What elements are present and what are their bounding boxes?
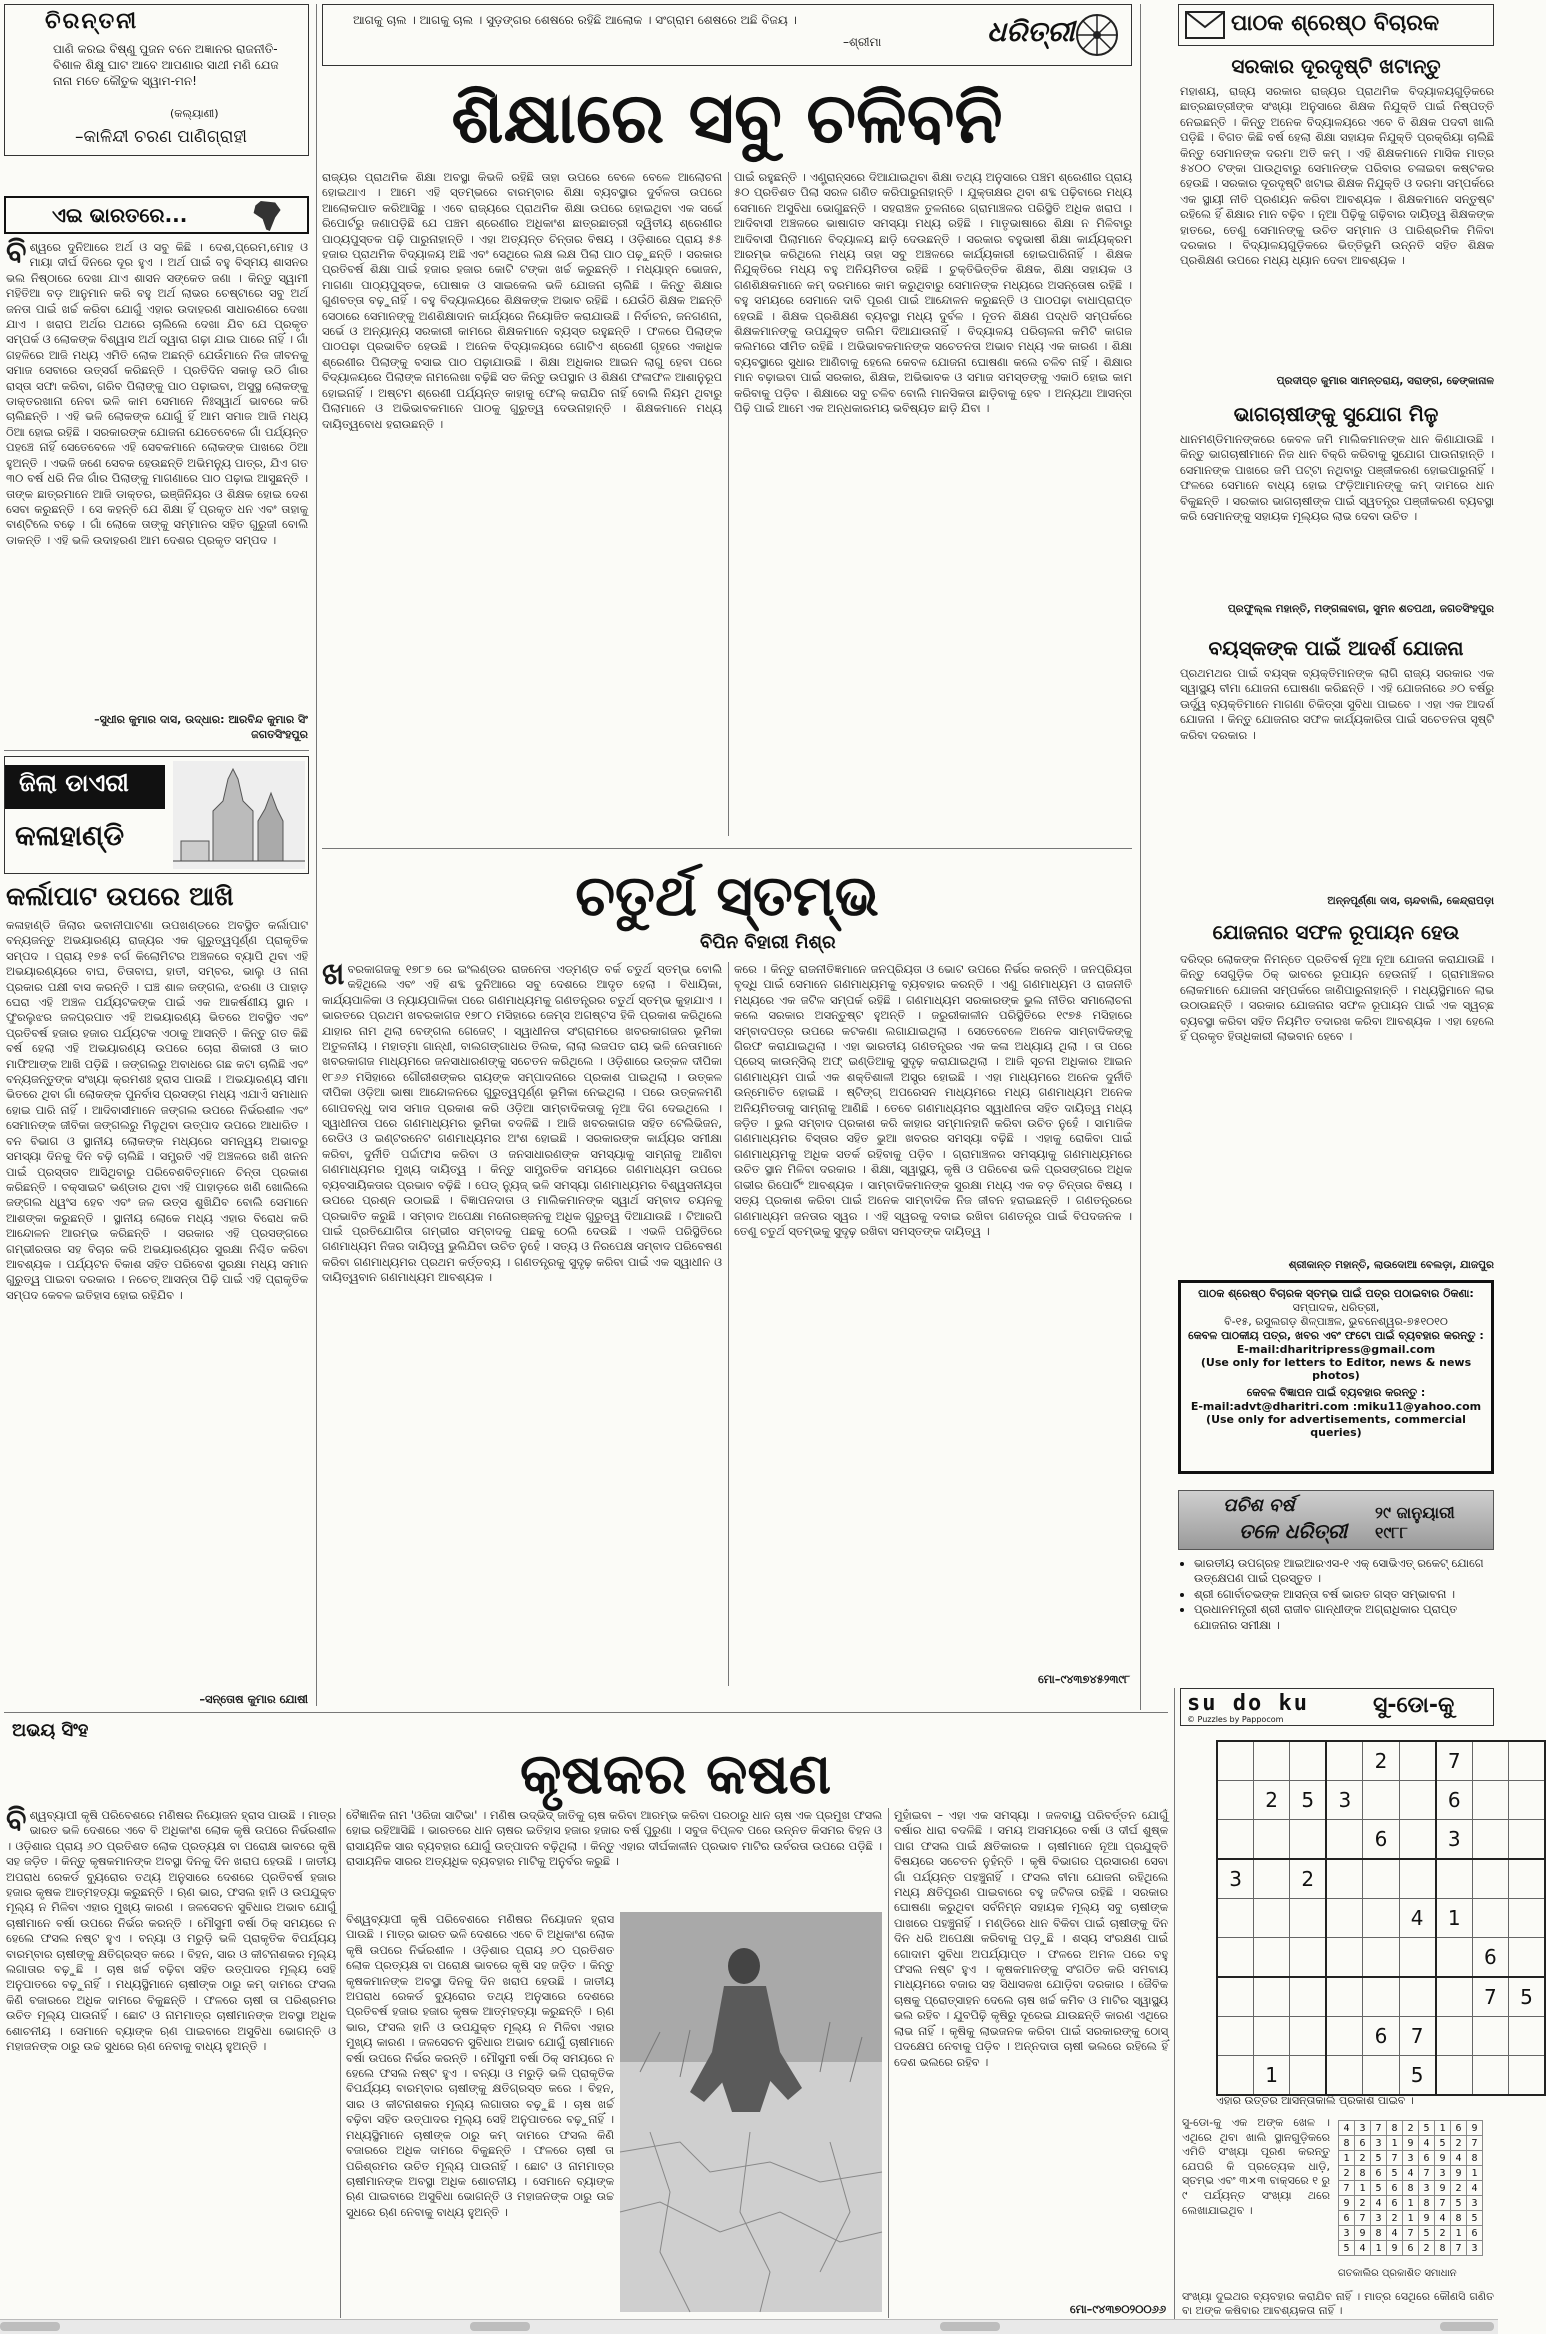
solution-cell: 6 <box>1371 2166 1387 2181</box>
solution-cell: 3 <box>1371 2211 1387 2226</box>
solution-cell: 5 <box>1419 2121 1435 2136</box>
farmer-photo <box>620 1912 882 2312</box>
fourth-pillar-col1: ଖବରକାଗଜକୁ ୧୭୮୭ ରେ ଇଂଲଣ୍ଡର ରାଜନେତା ଏଡ୍‌ମଣ୍ଡ ବର୍କ ଚତୁର୍ଥ ସ୍ତମ୍ଭ ବୋଲି କହିଥିଲେ ଏବଂ ଏହି ଶବ୍ଦ ଦୁନିଆରେ ସବୁ ଦେଶରେ ଆଦୃତ ହେଲା । ବିଧାୟିକା, କାର୍ଯ୍ୟପାଳିକା ଓ ନ୍ୟାୟପାଳିକା ପରେ ଗଣମାଧ୍ୟମକୁ ଗଣତନ୍ତ୍ରର ଚତୁର୍ଥ ସ୍ତମ୍ଭ କୁହାଯାଏ । ଭାରତରେ ପ୍ରଥମ ଖବରକାଗଜ ୧୭୮୦ ମସିହାରେ ଜେମ୍ସ ଅଗଷ୍ଟସ ହିକି ପ୍ରକାଶ କରିଥିଲେ ଯାହାର ନାମ ଥିଲା ବେଙ୍ଗଲ ଗେଜେଟ୍ । ସ୍ୱାଧୀନତା ସଂଗ୍ରାମରେ ଖବରକାଗଜର ଭୂମିକା ଅତୁଳନୀୟ । ମହାତ୍ମା ଗାନ୍ଧୀ, ବାଲଗଙ୍ଗାଧର ତିଲକ, ଲାଲା ଲଜପତ ରାୟ ଭଳି ନେତାମାନେ ଖବରକାଗଜ ମାଧ୍ୟମରେ ଜନସାଧାରଣଙ୍କୁ ସଚେତନ କରିଥିଲେ । ଓଡ଼ିଶାରେ ଉତ୍କଳ ଦୀପିକା ୧୮୬୬ ମସିହାରେ ଗୌରୀଶଙ୍କର ରାୟଙ୍କ ସମ୍ପାଦନାରେ ପ୍ରକାଶ ପାଇଥିଲା । ଉତ୍କଳ ଦୀପିକା ଓଡ଼ିଆ ଭାଷା ଆନ୍ଦୋଳନରେ ଗୁରୁତ୍ୱପୂର୍ଣ୍ଣ ଭୂମିକା ନେଇଥିଲା । ପରେ ଉତ୍କଳମଣି ଗୋପବନ୍ଧୁ ଦାସ ସମାଜ ପ୍ରକାଶ କରି ଓଡ଼ିଆ ସାମ୍ବାଦିକତାକୁ ନୂଆ ଦିଗ ଦେଇଥିଲେ । ସ୍ୱାଧୀନତା ପରେ ଗଣମାଧ୍ୟମର ଭୂମିକା ବଦଳିଛି । ଆଜି ଖବରକାଗଜ ସହିତ ଟେଲିଭିଜନ, ରେଡିଓ ଓ ଇଣ୍ଟରନେଟ ଗଣମାଧ୍ୟମର ଅଂଶ ହୋଇଛି । ସରକାରଙ୍କ କାର୍ଯ୍ୟର ସମୀକ୍ଷା କରିବା, ଦୁର୍ନୀତି ପର୍ଦ୍ଦାଫାସ କରିବା ଓ ଜନସାଧାରଣଙ୍କ ସମସ୍ୟାକୁ ସାମ୍ନାକୁ ଆଣିବା ଗଣମାଧ୍ୟମର ମୁଖ୍ୟ ଦାୟିତ୍ୱ । କିନ୍ତୁ ସାମ୍ପ୍ରତିକ ସମୟରେ ଗଣମାଧ୍ୟମ ଉପରେ ବ୍ୟବସାୟିକତାର ପ୍ରଭାବ ବଢ଼ିଛି । ପେଡ୍ ନ୍ୟୁଜ୍ ଭଳି ସମସ୍ୟା ଗଣମାଧ୍ୟମର ବିଶ୍ୱସନୀୟତା ଉପରେ ପ୍ରଶ୍ନ ଉଠାଇଛି । ବିଜ୍ଞାପନଦାତା ଓ ମାଲିକମାନଙ୍କ ସ୍ୱାର୍ଥ ସମ୍ବାଦ ଚୟନକୁ ପ୍ରଭାବିତ କରୁଛି । ସମ୍ବାଦ ଅପେକ୍ଷା ମନୋରଞ୍ଜନକୁ ଅଧିକ ଗୁରୁତ୍ୱ ଦିଆଯାଉଛି । ଟିଆରପି ପାଇଁ ପ୍ରତିଯୋଗିତା ଗମ୍ଭୀର ସମ୍ବାଦକୁ ପଛକୁ ଠେଲି ଦେଉଛି । ଏଭଳି ପରିସ୍ଥିତିରେ ଗଣମାଧ୍ୟମ ନିଜର ଦାୟିତ୍ୱ ଭୁଲିଯିବା ଉଚିତ ନୁହେଁ । ସତ୍ୟ ଓ ନିରପେକ୍ଷ ସମ୍ବାଦ ପରିବେଷଣ କରିବା ଗଣମାଧ୍ୟମର ପ୍ରଥମ କର୍ତ୍ତବ୍ୟ । ଗଣତନ୍ତ୍ରକୁ ସୁଦୃଢ଼ କରିବା ପାଇଁ ଏକ ସ୍ୱାଧୀନ ଓ ଦାୟିତ୍ୱବାନ ଗଣମାଧ୍ୟମ ଆବଶ୍ୟକ । <box>322 957 722 1285</box>
sudoku-cell[interactable] <box>1472 1859 1508 1899</box>
solution-cell: 7 <box>1467 2136 1483 2151</box>
solution-cell: 1 <box>1387 2136 1403 2151</box>
sudoku-cell[interactable] <box>1326 1938 1363 1978</box>
solution-cell: 2 <box>1419 2241 1435 2256</box>
sudoku-cell[interactable] <box>1472 2056 1508 2096</box>
sudoku-cell[interactable] <box>1399 1938 1436 1978</box>
archive-list <box>1178 1556 1494 1676</box>
contact-address: ବି-୧୫, ରସୁଲଗଡ଼ ଶିଳ୍ପାଞ୍ଚଳ, ଭୁବନେଶ୍ୱର-୭୫୧୦୧୦ <box>1224 1315 1448 1328</box>
sudoku-instructions: ସୁ-ଡୋ-କୁ ଏକ ଅଙ୍କ ଖେଳ । ଏଥିରେ ଥିବା ଖାଲି ସ୍ଥାନଗୁଡ଼ିକରେ ଏମିତି ସଂଖ୍ୟା ପୂରଣ କରନ୍ତୁ ଯେପରି କି ପ୍ରତ୍ୟେକ ଧାଡ଼ି, ସ୍ତମ୍ଭ ଏବଂ ୩×୩ ବାକ୍ସରେ ୧ ରୁ ୯ ପର୍ଯ୍ୟନ୍ତ ସଂଖ୍ୟା ଥରେ ଲେଖାଯାଇଥିବ । <box>1182 2116 1330 2217</box>
solution-cell: 5 <box>1371 2181 1387 2196</box>
temple-illustration <box>173 761 305 869</box>
solution-cell: 9 <box>1403 2136 1419 2151</box>
fourth-pillar-headline: ଚତୁର୍ଥ ସ୍ତମ୍ଭ <box>575 864 879 929</box>
sudoku-cell: 3 <box>1217 1859 1254 1899</box>
sudoku-cell[interactable] <box>1472 1741 1508 1781</box>
masthead-quote-author: –ଶ୍ରୀମା <box>843 35 882 49</box>
solution-cell: 2 <box>1451 2181 1467 2196</box>
sudoku-cell: 6 <box>1472 1938 1508 1978</box>
zilla-diary-box <box>4 756 309 874</box>
karlapat-text: କଳାହାଣ୍ଡି ଜିଲାର ଭବାନୀପାଟଣା ଉପଖଣ୍ଡରେ ଅବସ୍ଥିତ କର୍ଲାପାଟ ବନ୍ୟଜନ୍ତୁ ଅଭୟାରଣ୍ୟ ରାଜ୍ୟର ଏକ ଗୁରୁତ୍ୱପୂର୍ଣ୍ଣ ପ୍ରାକୃତିକ ସମ୍ପଦ । ପ୍ରାୟ ୧୭୫ ବର୍ଗ କିଲୋମିଟର ଅଞ୍ଚଳରେ ବ୍ୟାପି ଥିବା ଏହି ଅଭୟାରଣ୍ୟରେ ବାଘ, ଚିତାବାଘ, ହାତୀ, ସମ୍ବର, ଭାଲୁ ଓ ନାନା ପ୍ରକାର ପକ୍ଷୀ ବାସ କରନ୍ତି । ଘଞ୍ଚ ଶାଳ ଜଙ୍ଗଲ, ଝରଣା ଓ ପାହାଡ଼ ଘେରା ଏହି ଅଞ୍ଚଳ ପର୍ଯ୍ୟଟକଙ୍କ ପାଇଁ ଏକ ଆକର୍ଷଣୀୟ ସ୍ଥାନ । ଫୁରଲୁଝର ଜଳପ୍ରପାତ ଏହି ଅଭୟାରଣ୍ୟ ଭିତରେ ଅବସ୍ଥିତ ଏବଂ ପ୍ରତିବର୍ଷ ହଜାର ହଜାର ପର୍ଯ୍ୟଟକ ଏଠାକୁ ଆସନ୍ତି । କିନ୍ତୁ ଗତ କିଛି ବର୍ଷ ହେଲା ଏହି ଅଭୟାରଣ୍ୟ ଉପରେ ଚୋରା ଶିକାରୀ ଓ କାଠ ମାଫିଆଙ୍କ ଆଖି ପଡ଼ିଛି । ଜଙ୍ଗଲରୁ ଅବାଧରେ ଗଛ କଟା ଚାଲିଛି ଏବଂ ବନ୍ୟଜନ୍ତୁଙ୍କ ସଂଖ୍ୟା କ୍ରମଶଃ ହ୍ରାସ ପାଉଛି । ଅଭୟାରଣ୍ୟ ସୀମା ଭିତରେ ଥିବା ଗାଁ ଲୋକଙ୍କ ପୁନର୍ବାସ ପ୍ରସଙ୍ଗ ମଧ୍ୟ ଏଯାଏଁ ସମାଧାନ ହୋଇ ପାରି ନାହିଁ । ଆଦିବାସୀମାନେ ଜଙ୍ଗଲ ଉପରେ ନିର୍ଭରଶୀଳ ଏବଂ ସେମାନଙ୍କ ଜୀବିକା ଜଙ୍ଗଲରୁ ମିଳୁଥିବା ଉତ୍ପାଦ ଉପରେ ଆଧାରିତ । ବନ ବିଭାଗ ଓ ସ୍ଥାନୀୟ ଲୋକଙ୍କ ମଧ୍ୟରେ ସମନ୍ୱୟ ଅଭାବରୁ ସମସ୍ୟା ଦିନକୁ ଦିନ ବଢ଼ି ଚାଲିଛି । ସମ୍ପ୍ରତି ଏହି ଅଞ୍ଚଳରେ ଖଣି ଖନନ ପାଇଁ ପ୍ରସ୍ତାବ ଆସିଥିବାରୁ ପରିବେଶବିତ୍‌ମାନେ ଚିନ୍ତା ପ୍ରକାଶ କରିଛନ୍ତି । ବକ୍ସାଇଟ ଭଣ୍ଡାର ଥିବା ଏହି ପାହାଡ଼ରେ ଖଣି ଖୋଲିଲେ ଜଙ୍ଗଲ ଧ୍ୱଂସ ହେବ ଏବଂ ଜଳ ଉତ୍ସ ଶୁଖିଯିବ ବୋଲି ସେମାନେ ଆଶଙ୍କା କରୁଛନ୍ତି । ସ୍ଥାନୀୟ ଲୋକେ ମଧ୍ୟ ଏହାର ବିରୋଧ କରି ଆନ୍ଦୋଳନ ଆରମ୍ଭ କରିଛନ୍ତି । ସରକାର ଏହି ପ୍ରସଙ୍ଗରେ ଗମ୍ଭୀରତାର ସହ ବିଚାର କରି ଅଭୟାରଣ୍ୟର ସୁରକ୍ଷା ନିଶ୍ଚିତ କରିବା ଆବଶ୍ୟକ । ପର୍ଯ୍ୟଟନ ବିକାଶ ସହିତ ପରିବେଶ ସୁରକ୍ଷା ମଧ୍ୟ ସମାନ ଗୁରୁତ୍ୱ ପାଇବା ଦରକାର । ନଚେତ୍ ଆସନ୍ତା ପିଢ଼ି ପାଇଁ ଏହି ପ୍ରାକୃତିକ ସମ୍ପଦ କେବଳ ଇତିହାସ ହୋଇ ରହିଯିବ । <box>6 918 308 1302</box>
sudoku-cell[interactable] <box>1326 1859 1363 1899</box>
solution-cell: 8 <box>1403 2181 1419 2196</box>
solution-cell: 4 <box>1403 2166 1419 2181</box>
sudoku-cell: 2 <box>1290 1859 1327 1899</box>
sudoku-cell: 5 <box>1508 1977 1545 2017</box>
solution-cell: 6 <box>1387 2196 1403 2211</box>
chirantani-source: (କଲ୍ୟାଣୀ) <box>170 107 219 120</box>
solution-cell: 3 <box>1435 2166 1451 2181</box>
paper-logo: ଧରିତ୍ରୀ <box>987 15 1075 48</box>
solution-cell: 1 <box>1403 2196 1419 2211</box>
sudoku-cell: 5 <box>1290 1781 1327 1820</box>
solution-cell: 8 <box>1419 2196 1435 2211</box>
sudoku-cell[interactable] <box>1363 1938 1399 1978</box>
solution-cell: 3 <box>1403 2151 1419 2166</box>
sudoku-cell[interactable] <box>1254 1899 1290 1938</box>
contact-name: ସମ୍ପାଦକ, ଧରିତ୍ରୀ, <box>1292 1301 1380 1314</box>
sudoku-cell: 2 <box>1254 1781 1290 1820</box>
sudoku-solution <box>1338 2120 1494 2260</box>
contact-intro: ପାଠକ ଶ୍ରେଷ୍ଠ ବିଚାରକ ସ୍ତମ୍ଭ ପାଇଁ ପତ୍ର ପଠାଇବାର ଠିକଣା: <box>1198 1287 1474 1300</box>
sudoku-cell[interactable] <box>1508 2056 1545 2096</box>
letters-header <box>1178 4 1494 46</box>
masthead-quote-box <box>322 4 1132 66</box>
sudoku-cell[interactable] <box>1217 1899 1254 1938</box>
sudoku-cell[interactable] <box>1217 2056 1254 2096</box>
letters-contact-box <box>1178 1280 1494 1474</box>
sudoku-cell[interactable] <box>1217 1741 1254 1781</box>
solution-cell: 9 <box>1419 2211 1435 2226</box>
sudoku-cell[interactable] <box>1254 1859 1290 1899</box>
solution-cell: 5 <box>1371 2151 1387 2166</box>
scrollbar-thumb-left[interactable] <box>0 2322 60 2331</box>
feature-col2-top: ବୈଜ୍ଞାନିକ ନାମ 'ଓରିଜା ସାଟିଭା' । ମଣିଷ ଉଦ୍ଭିଦ୍ ଜାତିକୁ ଚାଷ କରିବା ଆରମ୍ଭ କରିବା ପରଠାରୁ ଧାନ ଚାଷ ଏକ ପ୍ରମୁଖ ଫସଲ ହୋଇ ରହିଆସିଛି । ଭାରତରେ ଧାନ ଚାଷର ଇତିହାସ ହଜାର ହଜାର ବର୍ଷ ପୁରୁଣା । ସବୁଜ ବିପ୍ଳବ ପରେ ଉନ୍ନତ କିସମର ବିହନ ଓ ରାସାୟନିକ ସାର ବ୍ୟବହାର ଯୋଗୁଁ ଉତ୍ପାଦନ ବଢ଼ିଥିଲା । କିନ୍ତୁ ଏହାର ଦୀର୍ଘକାଳୀନ ପ୍ରଭାବ ମାଟିର ଉର୍ବରତା ଉପରେ ପଡ଼ିଛି । ରାସାୟନିକ ସାରର ଅତ୍ୟଧିକ ବ୍ୟବହାର ମାଟିକୁ ଅନୁର୍ବର କରୁଛି । <box>346 1808 882 1869</box>
solution-cell: 4 <box>1371 2196 1387 2211</box>
letter-4-sign: ଶ୍ରୀକାନ୍ତ ମହାନ୍ତି, ଲାଉଦୋଆ ବେଲଡ଼ା, ଯାଜପୁର <box>1288 1259 1494 1271</box>
feature-byline: ଅଭୟ ସିଂହ <box>12 1720 89 1741</box>
fourth-pillar-col2: କରେ । କିନ୍ତୁ ରାଜନୀତିଜ୍ଞମାନେ ଜନପ୍ରିୟତା ଓ ଭୋଟ ଉପରେ ନିର୍ଭର କରନ୍ତି । ଜନପ୍ରିୟତା ବୃଦ୍ଧି ପାଇଁ ସେମାନେ ଗଣମାଧ୍ୟମକୁ ବ୍ୟବହାର କରନ୍ତି । ଏଣୁ ଗଣମାଧ୍ୟମ ଓ ରାଜନୀତି ମଧ୍ୟରେ ଏକ ଜଟିଳ ସମ୍ପର୍କ ରହିଛି । ଗଣମାଧ୍ୟମ ସରକାରଙ୍କ ଭୁଲ ନୀତିର ସମାଲୋଚନା କଲେ ସରକାର ଅସନ୍ତୁଷ୍ଟ ହୁଅନ୍ତି । ଜରୁରୀକାଳୀନ ପରିସ୍ଥିତିରେ ୧୯୭୫ ମସିହାରେ ସମ୍ବାଦପତ୍ର ଉପରେ କଟକଣା ଲଗାଯାଇଥିଲା । ସେତେବେଳେ ଅନେକ ସାମ୍ବାଦିକଙ୍କୁ ଗିରଫ କରାଯାଇଥିଲା । ଏହା ଭାରତୀୟ ଗଣତନ୍ତ୍ରର ଏକ କଳା ଅଧ୍ୟାୟ ଥିଲା । ତା ପରେ ପ୍ରେସ୍ କାଉନ୍‌ସିଲ୍ ଅଫ୍ ଇଣ୍ଡିଆକୁ ସୁଦୃଢ଼ କରାଯାଇଥିଲା । ଆଜି ସୂଚନା ଅଧିକାର ଆଇନ ଗଣମାଧ୍ୟମ ପାଇଁ ଏକ ଶକ୍ତିଶାଳୀ ଅସ୍ତ୍ର ହୋଇଛି । ଏହା ମାଧ୍ୟମରେ ଅନେକ ଦୁର୍ନୀତି ଉନ୍ମୋଚିତ ହୋଇଛି । ଷ୍ଟିଙ୍ଗ୍ ଅପରେସନ ମାଧ୍ୟମରେ ମଧ୍ୟ ଗଣମାଧ୍ୟମ ଅନେକ ଅନିୟମିତତାକୁ ସାମ୍ନାକୁ ଆଣିଛି । ତେବେ ଗଣମାଧ୍ୟମର ସ୍ୱାଧୀନତା ସହିତ ଦାୟିତ୍ୱ ମଧ୍ୟ ଜଡ଼ିତ । ଭୁଲ ସମ୍ବାଦ ପ୍ରକାଶ କରି କାହାର ସମ୍ମାନହାନି କରିବା ଉଚିତ ନୁହେଁ । ସାମାଜିକ ଗଣମାଧ୍ୟମର ବିସ୍ତାର ସହିତ ଭୁଆ ଖବରର ସମସ୍ୟା ବଢ଼ିଛି । ଏହାକୁ ରୋକିବା ପାଇଁ ଗଣମାଧ୍ୟମକୁ ଅଧିକ ସତର୍କ ରହିବାକୁ ପଡ଼ିବ । ଗ୍ରାମାଞ୍ଚଳର ସମସ୍ୟାକୁ ଗଣମାଧ୍ୟମରେ ଉଚିତ ସ୍ଥାନ ମିଳିବା ଦରକାର । ଶିକ୍ଷା, ସ୍ୱାସ୍ଥ୍ୟ, କୃଷି ଓ ପରିବେଶ ଭଳି ପ୍ରସଙ୍ଗରେ ଅଧିକ ଗଭୀର ରିପୋର୍ଟିଂ ଆବଶ୍ୟକ । ସାମ୍ବାଦିକମାନଙ୍କ ସୁରକ୍ଷା ମଧ୍ୟ ଏକ ବଡ଼ ଚିନ୍ତାର ବିଷୟ । ସତ୍ୟ ପ୍ରକାଶ କରିବା ପାଇଁ ଅନେକ ସାମ୍ବାଦିକ ନିଜ ଜୀବନ ହରାଇଛନ୍ତି । ଗଣତନ୍ତ୍ରରେ ଗଣମାଧ୍ୟମ ଜନତାର ସ୍ୱର । ଏହି ସ୍ୱରକୁ ଦବାଇ ରଖିବା ଗଣତନ୍ତ୍ର ପାଇଁ ବିପଦଜନକ । ତେଣୁ ଚତୁର୍ଥ ସ୍ତମ୍ଭକୁ ସୁଦୃଢ଼ ରଖିବା ସମସ୍ତଙ୍କ ଦାୟିତ୍ୱ । <box>734 962 1132 1238</box>
letter-3-sign: ଅନ୍ନପୂର୍ଣ୍ଣା ଦାସ, ଚାନ୍ଦବାଲି, କେନ୍ଦ୍ରାପଡ଼ା <box>1327 895 1494 907</box>
sudoku-cell: 4 <box>1399 1899 1436 1938</box>
sudoku-cell[interactable] <box>1326 1820 1363 1860</box>
scrollbar-thumb-right[interactable] <box>940 2322 1000 2331</box>
sudoku-cell[interactable] <box>1290 1899 1327 1938</box>
feature-headline: କୃଷକର କଷଣ <box>520 1742 832 1807</box>
solution-cell: 5 <box>1467 2211 1483 2226</box>
solution-cell: 7 <box>1387 2151 1403 2166</box>
ei-bharat-title: ଏଇ ଭାରତରେ... <box>52 203 188 227</box>
sudoku-cell[interactable] <box>1326 1977 1363 2017</box>
letter-2-heading: ଭାଗଚାଷୀଙ୍କୁ ସୁଯୋଗ ମିଳୁ <box>1233 402 1439 426</box>
solution-cell: 7 <box>1419 2166 1435 2181</box>
sudoku-cell[interactable] <box>1326 2017 1363 2056</box>
sudoku-header <box>1180 1688 1494 1726</box>
letter-4-body: ଦରିଦ୍ର ଲୋକଙ୍କ ନିମନ୍ତେ ପ୍ରତିବର୍ଷ ନୂଆ ନୂଆ ଯୋଜନା କରାଯାଉଛି । କିନ୍ତୁ ସେଗୁଡ଼ିକ ଠିକ୍ ଭାବରେ ରୂପାୟନ ହେଉନାହିଁ । ଗ୍ରାମାଞ୍ଚଳର ଲୋକମାନେ ଯୋଜନା ସମ୍ପର୍କରେ ଜାଣିପାରୁନାହାନ୍ତି । ମଧ୍ୟସ୍ଥିମାନେ ଲାଭ ଉଠାଉଛନ୍ତି । ସରକାର ଯୋଜନାର ସଫଳ ରୂପାୟନ ପାଇଁ ଏକ ସ୍ୱଚ୍ଛ ବ୍ୟବସ୍ଥା କରିବା ସହିତ ନିୟମିତ ତଦାରଖ କରିବା ଆବଶ୍ୟକ । ଏହା ହେଲେ ହିଁ ପ୍ରକୃତ ହିତାଧିକାରୀ ଲାଭବାନ ହେବେ । <box>1180 952 1494 1044</box>
sudoku-cell[interactable] <box>1436 2056 1473 2096</box>
sudoku-cell[interactable] <box>1508 2017 1545 2056</box>
editorial-col1: ରାଜ୍ୟର ପ୍ରାଥମିକ ଶିକ୍ଷା ଅବସ୍ଥା କିଭଳି ରହିଛି ତାହା ଉପରେ ବେଳେ ବେଳେ ଆଲୋଚନା ହୋଇଥାଏ । ଆମେ ଏହି ସ୍ତମ୍ଭରେ ବାରମ୍ବାର ଶିକ୍ଷା ବ୍ୟବସ୍ଥାର ଦୁର୍ବଳତା ଉପରେ ଆଲୋକପାତ କରିଆସିଛୁ । ଏବେ ରାଜ୍ୟରେ ପ୍ରାଥମିକ ଶିକ୍ଷା ଉପରେ ହୋଇଥିବା ଏକ ସର୍ଭେ ରିପୋର୍ଟରୁ ଜଣାପଡ଼ିଛି ଯେ ପଞ୍ଚମ ଶ୍ରେଣୀର ଅଧିକାଂଶ ଛାତ୍ରଛାତ୍ରୀ ଦ୍ୱିତୀୟ ଶ୍ରେଣୀର ପାଠ୍ୟପୁସ୍ତକ ପଢ଼ି ପାରୁନାହାନ୍ତି । ଏହା ଅତ୍ୟନ୍ତ ଚିନ୍ତାର ବିଷୟ । ଓଡ଼ିଶାରେ ପ୍ରାୟ ୫୫ ହଜାର ପ୍ରାଥମିକ ବିଦ୍ୟାଳୟ ଅଛି ଏବଂ ସେଥିରେ ଲକ୍ଷ ଲକ୍ଷ ପିଲା ପାଠ ପଢ଼ୁଛନ୍ତି । ସରକାର ପ୍ରତିବର୍ଷ ଶିକ୍ଷା ପାଇଁ ହଜାର ହଜାର କୋଟି ଟଙ୍କା ଖର୍ଚ୍ଚ କରୁଛନ୍ତି । ମଧ୍ୟାହ୍ନ ଭୋଜନ, ମାଗଣା ପାଠ୍ୟପୁସ୍ତକ, ପୋଷାକ ଓ ସାଇକେଲ ଭଳି ଯୋଜନା ଚାଲିଛି । କିନ୍ତୁ ଶିକ୍ଷାର ଗୁଣବତ୍ତା ବଢ଼ୁନାହିଁ । ବହୁ ବିଦ୍ୟାଳୟରେ ଶିକ୍ଷକଙ୍କ ଅଭାବ ରହିଛି । ଯେଉଁଠି ଶିକ୍ଷକ ଅଛନ୍ତି ସେଠାରେ ସେମାନଙ୍କୁ ଅଣଶିକ୍ଷାଦାନ କାର୍ଯ୍ୟରେ ନିୟୋଜିତ କରାଯାଉଛି । ନିର୍ବାଚନ, ଜନଗଣନା, ସର୍ଭେ ଓ ଅନ୍ୟାନ୍ୟ ସରକାରୀ କାମରେ ଶିକ୍ଷକମାନେ ବ୍ୟସ୍ତ ରହୁଛନ୍ତି । ଫଳରେ ପିଲାଙ୍କ ପାଠପଢ଼ା ପ୍ରଭାବିତ ହେଉଛି । ଅନେକ ବିଦ୍ୟାଳୟରେ ଗୋଟିଏ ଶ୍ରେଣୀ ଗୃହରେ ଏକାଧିକ ଶ୍ରେଣୀର ପିଲାଙ୍କୁ ବସାଇ ପାଠ ପଢ଼ାଯାଉଛି । ଶିକ୍ଷା ଅଧିକାର ଆଇନ ଲାଗୁ ହେବା ପରେ ବିଦ୍ୟାଳୟରେ ପିଲାଙ୍କ ନାମଲେଖା ବଢ଼ିଛି ସତ କିନ୍ତୁ ଉପସ୍ଥାନ ଓ ଶିକ୍ଷଣ ଫଳାଫଳ ଆଶାନୁରୂପ ହୋଇନାହିଁ । ଅଷ୍ଟମ ଶ୍ରେଣୀ ପର୍ଯ୍ୟନ୍ତ କାହାକୁ ଫେଲ୍ କରାଯିବ ନାହିଁ ବୋଲି ନିୟମ ଥିବାରୁ ପିଲାମାନେ ଓ ଅଭିଭାବକମାନେ ପାଠକୁ ଗୁରୁତ୍ୱ ଦେଉନାହାନ୍ତି । ଶିକ୍ଷକମାନେ ମଧ୍ୟ ଦାୟିତ୍ୱବୋଧ ହରାଉଛନ୍ତି । <box>322 170 722 431</box>
sudoku-cell[interactable] <box>1254 1938 1290 1978</box>
sudoku-cell: 6 <box>1363 1820 1399 1860</box>
solution-cell: 9 <box>1435 2181 1451 2196</box>
wheel-emblem-icon <box>1075 13 1119 57</box>
editorial-headline: ଶିକ୍ଷାରେ ସବୁ ଚଳିବନି <box>451 77 1003 159</box>
sudoku-title-odia: ସୁ-ଡୋ-କୁ <box>1373 1693 1455 1718</box>
sudoku-footer: ସଂଖ୍ୟା ଦୁଇଥର ବ୍ୟବହାର କରାଯିବ ନାହିଁ । ମାତ୍ର ସେଥିରେ କୌଣସି ଗଣିତ ବା ଅଙ୍କ କଷିବାର ଆବଶ୍ୟକତା ନାହିଁ । <box>1182 2290 1494 2317</box>
contact-email-note: କେବଳ ପାଠକୀୟ ପତ୍ର, ଖବର ଏବଂ ଫଟୋ ପାଇଁ ବ୍ୟବହାର କରନ୍ତୁ : <box>1188 1329 1484 1342</box>
sudoku-cell[interactable] <box>1436 1859 1473 1899</box>
sudoku-cell: 7 <box>1472 1977 1508 2017</box>
contact-email-2[interactable]: E-mail:advt@dharitri.com :miku11@yahoo.com (Use only for advertisements, commercial queries) <box>1190 1400 1482 1439</box>
letter-2-body: ଧାନମଣ୍ଡିମାନଙ୍କରେ କେବଳ ଜମି ମାଲିକମାନଙ୍କ ଧାନ କିଣାଯାଉଛି । କିନ୍ତୁ ଭାଗଚାଷୀମାନେ ନିଜ ଧାନ ବିକ୍ରି କରିବାକୁ ସୁଯୋଗ ପାଉନାହାନ୍ତି । ସେମାନଙ୍କ ପାଖରେ ଜମି ପଟ୍ଟା ନଥିବାରୁ ପଞ୍ଜୀକରଣ ହୋଇପାରୁନାହିଁ । ଫଳରେ ସେମାନେ ବାଧ୍ୟ ହୋଇ ଫଡ଼ିଆମାନଙ୍କୁ କମ୍ ଦାମରେ ଧାନ ବିକୁଛନ୍ତି । ସରକାର ଭାଗଚାଷୀଙ୍କ ପାଇଁ ସ୍ୱତନ୍ତ୍ର ପଞ୍ଜୀକରଣ ବ୍ୟବସ୍ଥା କରି ସେମାନଙ୍କୁ ସହାୟକ ମୂଲ୍ୟର ଲାଭ ଦେବା ଉଚିତ । <box>1180 432 1494 524</box>
sudoku-cell: 2 <box>1363 1741 1399 1781</box>
sudoku-cell[interactable] <box>1399 1741 1436 1781</box>
solution-cell: 9 <box>1355 2226 1371 2241</box>
sudoku-cell[interactable] <box>1399 1781 1436 1820</box>
ei-bharat-text: ବିଶ୍ୱରେ ଦୁନିଆରେ ଅର୍ଥ ଓ ସବୁ କିଛି । ଦେଶ,ପ୍ରେମ,ମୋହ ଓ ମାୟା ଦୀର୍ଘ ଦିନରେ ଦୂର ହୁଏ । ଅର୍ଥ ପାଇଁ ବହୁ ବିସ୍ମୟ ଶାସନର ଭଲ ନିଷ୍ଠାରେ ଦେଖା ଯାଏ ଶାସନ ସଙ୍କେତ ଜଣା । କିନ୍ତୁ ସ୍ୱାମୀ ମହିତିଆ ବଡ଼ ଆନୁମାନ କରି ବହୁ ଅର୍ଥ ଲାଭର ଚେଷ୍ଟାରେ ସବୁ ଅର୍ଥ ଜନତା ପାଇଁ ଖର୍ଚ୍ଚ କରିବା ଯୋଗୁଁ ଏହାର ଉଦାହରଣ ସାଧାରଣରେ ଦେଖା ଯାଏ । ଖରାପ ଅର୍ଥର ପଥରେ ଚାଲିଲେ ଦେଖା ଯିବ ଯେ ପ୍ରକୃତ ସମ୍ପର୍କ ଓ ଲୋକଙ୍କ ବିଶ୍ୱାସ ଅର୍ଥ ଦ୍ୱାରା ଗଢ଼ା ଯାଇ ପାରେ ନାହିଁ । ଗାଁ ଗହଳିରେ ଆଜି ମଧ୍ୟ ଏମିତି ଲୋକ ଅଛନ୍ତି ଯେଉଁମାନେ ନିଜ ଜୀବନକୁ ସମାଜ ସେବାରେ ଉତ୍ସର୍ଗ କରିଛନ୍ତି । ପ୍ରତିଦିନ ସକାଳୁ ଉଠି ଗାଁର ରାସ୍ତା ସଫା କରିବା, ଗରିବ ପିଲାଙ୍କୁ ପାଠ ପଢ଼ାଇବା, ଅସୁସ୍ଥ ଲୋକଙ୍କୁ ଡାକ୍ତରଖାନା ନେବା ଭଳି କାମ ସେମାନେ ନିଃସ୍ୱାର୍ଥ ଭାବରେ କରି ଚାଲିଛନ୍ତି । ଏହି ଭଳି ଲୋକଙ୍କ ଯୋଗୁଁ ହିଁ ଆମ ସମାଜ ଆଜି ମଧ୍ୟ ଠିଆ ହୋଇ ରହିଛି । ସରକାରଙ୍କ ଯୋଜନା ଯେତେବେଳେ ଗାଁ ପର୍ଯ୍ୟନ୍ତ ପହଞ୍ଚେ ନାହିଁ ସେତେବେଳେ ଏହି ସେବକମାନେ ଲୋକଙ୍କ ପାଖରେ ଠିଆ ହୁଅନ୍ତି । ଏଭଳି ଜଣେ ସେବକ ହେଉଛନ୍ତି ଅଭିମନ୍ୟୁ ପାତ୍ର, ଯିଏ ଗତ ୩୦ ବର୍ଷ ଧରି ନିଜ ଗାଁର ପିଲାଙ୍କୁ ମାଗଣାରେ ପାଠ ପଢ଼ାଇ ଆସୁଛନ୍ତି । ତାଙ୍କ ଛାତ୍ରମାନେ ଆଜି ଡାକ୍ତର, ଇଞ୍ଜିନିୟର ଓ ଶିକ୍ଷକ ହୋଇ ଦେଶ ସେବା କରୁଛନ୍ତି । ସେ କହନ୍ତି ଯେ ଶିକ୍ଷା ହିଁ ପ୍ରକୃତ ଧନ ଏବଂ ତାହାକୁ ବାଣ୍ଟିଲେ ବଢ଼େ । ଗାଁ ଲୋକେ ତାଙ୍କୁ ସମ୍ମାନର ସହିତ ଗୁରୁଜୀ ବୋଲି ଡାକନ୍ତି । ଏହି ଭଳି ଉଦାହରଣ ଆମ ଦେଶର ପ୍ରକୃତ ସମ୍ପଦ । <box>6 235 308 547</box>
archive-item: • ଭାରତୀୟ ଉପଗ୍ରହ ଆଇଆରଏସ-୧ ଏକ୍ ସୋଭିଏତ୍ ରକେଟ୍ ଯୋଗେ ଉତ୍କ୍ଷେପଣ ପାଇଁ ପ୍ରସ୍ତୁତ । <box>1194 1556 1494 1587</box>
letter-1-body: ମହାଶୟ, ରାଜ୍ୟ ସରକାର ରାଜ୍ୟର ପ୍ରାଥମିକ ବିଦ୍ୟାଳୟଗୁଡ଼ିକରେ ଛାତ୍ରଛାତ୍ରୀଙ୍କ ସଂଖ୍ୟା ଅନୁସାରେ ଶିକ୍ଷକ ନିଯୁକ୍ତି ପାଇଁ ନିଷ୍ପତ୍ତି ନେଇଛନ୍ତି । କିନ୍ତୁ ଅନେକ ବିଦ୍ୟାଳୟରେ ଏବେ ବି ଶିକ୍ଷକ ପଦବୀ ଖାଲି ପଡ଼ିଛି । ବିଗତ କିଛି ବର୍ଷ ହେଲା ଶିକ୍ଷା ସହାୟକ ନିଯୁକ୍ତି ପ୍ରକ୍ରିୟା ଚାଲିଛି କିନ୍ତୁ ସେମାନଙ୍କ ଦରମା ଅତି କମ୍ । ଏହି ଶିକ୍ଷକମାନେ ମାସିକ ମାତ୍ର ୫୪୦୦ ଟଙ୍କା ପାଉଥିବାରୁ ସେମାନଙ୍କ ପରିବାର ଚଳାଇବା କଷ୍ଟକର ହେଉଛି । ସରକାର ଦୂରଦୃଷ୍ଟି ଖଟାଇ ଶିକ୍ଷକ ନିଯୁକ୍ତି ଓ ଦରମା ସମ୍ପର୍କରେ ଏକ ସ୍ଥାୟୀ ନୀତି ପ୍ରଣୟନ କରିବା ଆବଶ୍ୟକ । ଶିକ୍ଷକମାନେ ସନ୍ତୁଷ୍ଟ ରହିଲେ ହିଁ ଶିକ୍ଷାର ମାନ ବଢ଼ିବ । ନୂଆ ପିଢ଼ିକୁ ଗଢ଼ିବାର ଦାୟିତ୍ୱ ଶିକ୍ଷକଙ୍କ ହାତରେ, ତେଣୁ ସେମାନଙ୍କୁ ଉଚିତ ସମ୍ମାନ ଓ ପାରିଶ୍ରମିକ ମିଳିବା ଦରକାର । ବିଦ୍ୟାଳୟଗୁଡ଼ିକରେ ଭିତ୍ତିଭୂମି ଉନ୍ନତି ସହିତ ଶିକ୍ଷକ ପ୍ରଶିକ୍ଷଣ ଉପରେ ମଧ୍ୟ ଧ୍ୟାନ ଦେବା ଆବଶ୍ୟକ । <box>1180 84 1494 268</box>
solution-cell: 2 <box>1451 2136 1467 2151</box>
solution-cell: 6 <box>1451 2121 1467 2136</box>
solution-cell: 8 <box>1355 2166 1371 2181</box>
solution-cell: 4 <box>1435 2211 1451 2226</box>
solution-cell: 8 <box>1467 2151 1483 2166</box>
letters-title: ପାଠକ ଶ୍ରେଷ୍ଠ ବିଚାରକ <box>1231 11 1440 36</box>
sudoku-cell[interactable] <box>1472 1899 1508 1938</box>
sudoku-cell[interactable] <box>1217 1820 1254 1860</box>
archive-banner-date: ୨୯ ଜାନୁୟାରୀ ୧୯୮୮ <box>1375 1503 1455 1542</box>
solution-cell: 7 <box>1339 2181 1355 2196</box>
archive-banner <box>1178 1490 1494 1550</box>
solution-cell: 1 <box>1339 2151 1355 2166</box>
solution-cell: 8 <box>1339 2136 1355 2151</box>
karlapat-author: –ସନ୍ତୋଷ କୁମାର ଯୋଷୀ <box>199 1692 308 1706</box>
letter-4-heading: ଯୋଜନାର ସଫଳ ରୂପାୟନ ହେଉ <box>1212 920 1460 944</box>
solution-cell: 4 <box>1451 2151 1467 2166</box>
scrollbar-thumb-mid[interactable] <box>470 2322 530 2331</box>
sudoku-cell[interactable] <box>1363 2056 1399 2096</box>
sudoku-answer-note: ଏହାର ଉତ୍ତର ଆସନ୍ତାକାଲି ପ୍ରକାଶ ପାଇବ । <box>1216 2094 1414 2107</box>
solution-cell: 3 <box>1467 2241 1483 2256</box>
fourth-pillar-contact: ମୋ–୯୪୩୭୪୫୨୩୯୮ <box>1037 1672 1130 1686</box>
solution-cell: 6 <box>1419 2151 1435 2166</box>
solution-cell: 9 <box>1387 2241 1403 2256</box>
sudoku-cell[interactable] <box>1508 1820 1545 1860</box>
solution-cell: 3 <box>1339 2226 1355 2241</box>
envelope-icon <box>1185 11 1225 39</box>
solution-cell: 2 <box>1387 2211 1403 2226</box>
contact-email-2-heading: କେବଳ ବିଜ୍ଞାପନ ପାଇଁ ବ୍ୟବହାର କରନ୍ତୁ : <box>1246 1386 1426 1399</box>
solution-cell: 7 <box>1403 2226 1419 2241</box>
sudoku-cell[interactable] <box>1290 1938 1327 1978</box>
solution-cell: 9 <box>1451 2166 1467 2181</box>
solution-cell: 9 <box>1339 2196 1355 2211</box>
sudoku-credit: © Puzzles by Pappocom <box>1187 1715 1284 1724</box>
sudoku-cell[interactable] <box>1254 1820 1290 1860</box>
sudoku-cell[interactable] <box>1472 2017 1508 2056</box>
fourth-pillar-author: ବିପିନ ବିହାରୀ ମିଶ୍ର <box>700 932 836 953</box>
letter-3-heading: ବୟସ୍କଙ୍କ ପାଇଁ ଆଦର୍ଶ ଯୋଜନା <box>1208 636 1464 660</box>
solution-cell: 5 <box>1339 2241 1355 2256</box>
sudoku-cell[interactable] <box>1363 1977 1399 2017</box>
karlapat-title: କର୍ଲାପାଟ ଉପରେ ଆଖି <box>6 882 234 912</box>
solution-cell: 9 <box>1435 2151 1451 2166</box>
sudoku-cell[interactable] <box>1217 2017 1254 2056</box>
solution-cell: 6 <box>1387 2181 1403 2196</box>
letter-2-sign: ପ୍ରଫୁଲ୍ଲ ମହାନ୍ତି, ମଙ୍ଗଳାବାଗ, ସୁମନ ଶତପଥୀ, ଜଗତସିଂହପୁର <box>1227 603 1494 615</box>
sudoku-cell[interactable] <box>1290 2017 1327 2056</box>
solution-cell: 1 <box>1371 2241 1387 2256</box>
sudoku-cell: 7 <box>1399 2017 1436 2056</box>
archive-item: • ଶ୍ରୀ ଗୋର୍ବାଚଭଙ୍କ ଆସନ୍ତା ବର୍ଷ ଭାରତ ଗସ୍ତ ସମ୍ଭାବନା । <box>1194 1587 1494 1602</box>
sudoku-cell[interactable] <box>1254 2017 1290 2056</box>
scrollbar-thumb-end[interactable] <box>1440 2322 1494 2331</box>
sudoku-cell[interactable] <box>1363 1899 1399 1938</box>
solution-cell: 2 <box>1355 2151 1371 2166</box>
solution-cell: 3 <box>1467 2196 1483 2211</box>
solution-cell: 7 <box>1435 2196 1451 2211</box>
solution-cell: 6 <box>1403 2241 1419 2256</box>
sudoku-cell[interactable] <box>1508 1741 1545 1781</box>
zilla-diary-place: କଳାହାଣ୍ଡି <box>15 819 125 852</box>
solution-cell: 7 <box>1371 2121 1387 2136</box>
sudoku-cell[interactable] <box>1290 1820 1327 1860</box>
solution-cell: 3 <box>1419 2181 1435 2196</box>
solution-cell: 4 <box>1387 2226 1403 2241</box>
sudoku-cell[interactable] <box>1472 1781 1508 1820</box>
solution-cell: 5 <box>1435 2136 1451 2151</box>
sudoku-cell: 3 <box>1326 1781 1363 1820</box>
chirantani-title: ଚିରନ୍ତନୀ <box>45 9 139 34</box>
sudoku-cell[interactable] <box>1254 1741 1290 1781</box>
editorial-col2: ପାଇଁ ରହୁଛନ୍ତି । ଏଣ୍ଟ୍ରାନ୍ସରେ ଦିଆଯାଇଥିବା ଶିକ୍ଷା ତଥ୍ୟ ଅନୁସାରେ ପଞ୍ଚମ ଶ୍ରେଣୀର ପ୍ରାୟ ୫୦ ପ୍ରତିଶତ ପିଲା ସରଳ ଗଣିତ କରିପାରୁନାହାନ୍ତି । ଯୁକ୍ତାକ୍ଷର ଥିବା ଶବ୍ଦ ପଢ଼ିବାରେ ମଧ୍ୟ ସେମାନେ ଅସୁବିଧା ଭୋଗୁଛନ୍ତି । ସହରାଞ୍ଚଳ ତୁଳନାରେ ଗ୍ରାମାଞ୍ଚଳର ପରିସ୍ଥିତି ଅଧିକ ଖରାପ । ଆଦିବାସୀ ଅଞ୍ଚଳରେ ଭାଷାଗତ ସମସ୍ୟା ମଧ୍ୟ ରହିଛି । ମାତୃଭାଷାରେ ଶିକ୍ଷା ନ ମିଳିବାରୁ ଆଦିବାସୀ ପିଲାମାନେ ବିଦ୍ୟାଳୟ ଛାଡ଼ି ଦେଉଛନ୍ତି । ସରକାର ବହୁଭାଷୀ ଶିକ୍ଷା କାର୍ଯ୍ୟକ୍ରମ ଆରମ୍ଭ କରିଥିଲେ ମଧ୍ୟ ତାହା ସବୁ ଅଞ୍ଚଳରେ କାର୍ଯ୍ୟକାରୀ ହୋଇପାରିନାହିଁ । ଶିକ୍ଷକ ନିଯୁକ୍ତିରେ ମଧ୍ୟ ବହୁ ଅନିୟମିତତା ରହିଛି । ଚୁକ୍ତିଭିତ୍ତିକ ଶିକ୍ଷକ, ଶିକ୍ଷା ସହାୟକ ଓ ଗଣଶିକ୍ଷକମାନେ କମ୍ ଦରମାରେ କାମ କରୁଥିବାରୁ ସେମାନଙ୍କ ମଧ୍ୟରେ ଅସନ୍ତୋଷ ରହିଛି । ବହୁ ସମୟରେ ସେମାନେ ଦାବି ପୂରଣ ପାଇଁ ଆନ୍ଦୋଳନ କରୁଛନ୍ତି ଓ ପାଠପଢ଼ା ବାଧାପ୍ରାପ୍ତ ହେଉଛି । ଶିକ୍ଷକ ପ୍ରଶିକ୍ଷଣ ବ୍ୟବସ୍ଥା ମଧ୍ୟ ଦୁର୍ବଳ । ନୂତନ ଶିକ୍ଷଣ ପଦ୍ଧତି ସମ୍ପର୍କରେ ଶିକ୍ଷକମାନଙ୍କୁ ଉପଯୁକ୍ତ ତାଲିମ ଦିଆଯାଉନାହିଁ । ବିଦ୍ୟାଳୟ ପରିଚାଳନା କମିଟି କାଗଜ କଲମରେ ସୀମିତ ରହିଛି । ଅଭିଭାବକମାନଙ୍କ ସଚେତନତା ଅଭାବ ମଧ୍ୟ ଏକ କାରଣ । ଶିକ୍ଷା ବ୍ୟବସ୍ଥାରେ ସୁଧାର ଆଣିବାକୁ ହେଲେ କେବଳ ଯୋଜନା ଘୋଷଣା କଲେ ଚଳିବ ନାହିଁ । ଶିକ୍ଷାର ମାନ ବଢ଼ାଇବା ପାଇଁ ସରକାର, ଶିକ୍ଷକ, ଅଭିଭାବକ ଓ ସମାଜ ସମସ୍ତଙ୍କୁ ଏକାଠି ହୋଇ କାମ କରିବାକୁ ପଡ଼ିବ । ଶିକ୍ଷାରେ ସବୁ ଚଳିବ ବୋଲି ମାନସିକତା ଛାଡ଼ିବାକୁ ହେବ । ଅନ୍ୟଥା ଆସନ୍ତା ପିଢ଼ି ପାଇଁ ଆମେ ଏକ ଅନ୍ଧକାରମୟ ଭବିଷ୍ୟତ ଛାଡ଼ି ଯିବା । <box>734 170 1132 416</box>
feature-col2-continued: ବିଶ୍ୱବ୍ୟାପୀ କୃଷି ପରିବେଶରେ ମଣିଷର ନିୟୋଜନ ହ୍ରାସ ପାଉଛି । ମାତ୍ର ଭାରତ ଭଳି ଦେଶରେ ଏବେ ବି ଅଧିକାଂଶ ଲୋକ କୃଷି ଉପରେ ନିର୍ଭରଶୀଳ । ଓଡ଼ିଶାର ପ୍ରାୟ ୬୦ ପ୍ରତିଶତ ଲୋକ ପ୍ରତ୍ୟକ୍ଷ ବା ପରୋକ୍ଷ ଭାବରେ କୃଷି ସହ ଜଡ଼ିତ । କିନ୍ତୁ କୃଷକମାନଙ୍କ ଅବସ୍ଥା ଦିନକୁ ଦିନ ଖରାପ ହେଉଛି । ଜାତୀୟ ଅପରାଧ ରେକର୍ଡ ବ୍ୟୁରୋର ତଥ୍ୟ ଅନୁସାରେ ଦେଶରେ ପ୍ରତିବର୍ଷ ହଜାର ହଜାର କୃଷକ ଆତ୍ମହତ୍ୟା କରୁଛନ୍ତି । ଋଣ ଭାର, ଫସଲ ହାନି ଓ ଉପଯୁକ୍ତ ମୂଲ୍ୟ ନ ମିଳିବା ଏହାର ମୁଖ୍ୟ କାରଣ । ଜଳସେଚନ ସୁବିଧାର ଅଭାବ ଯୋଗୁଁ ଚାଷୀମାନେ ବର୍ଷା ଉପରେ ନିର୍ଭର କରନ୍ତି । ମୌସୁମୀ ବର୍ଷା ଠିକ୍ ସମୟରେ ନ ହେଲେ ଫସଲ ନଷ୍ଟ ହୁଏ । ବନ୍ୟା ଓ ମରୁଡ଼ି ଭଳି ପ୍ରାକୃତିକ ବିପର୍ଯ୍ୟୟ ବାରମ୍ବାର ଚାଷୀଙ୍କୁ କ୍ଷତିଗ୍ରସ୍ତ କରେ । ବିହନ, ସାର ଓ କୀଟନାଶକର ମୂଲ୍ୟ ଲଗାତାର ବଢ଼ୁଛି । ଚାଷ ଖର୍ଚ୍ଚ ବଢ଼ିବା ସହିତ ଉତ୍ପାଦର ମୂଲ୍ୟ ସେହି ଅନୁପାତରେ ବଢ଼ୁନାହିଁ । ମଧ୍ୟସ୍ଥିମାନେ ଚାଷୀଙ୍କ ଠାରୁ କମ୍ ଦାମରେ ଫସଲ କିଣି ବଜାରରେ ଅଧିକ ଦାମରେ ବିକୁଛନ୍ତି । ଫଳରେ ଚାଷୀ ତା ପରିଶ୍ରମର ଉଚିତ ମୂଲ୍ୟ ପାଉନାହିଁ । ଛୋଟ ଓ ନାମମାତ୍ର ଚାଷୀମାନଙ୍କ ଅବସ୍ଥା ଅଧିକ ଶୋଚନୀୟ । ସେମାନେ ବ୍ୟାଙ୍କ ଋଣ ପାଇବାରେ ଅସୁବିଧା ଭୋଗନ୍ତି ଓ ମହାଜନଙ୍କ ଠାରୁ ଉଚ୍ଚ ସୁଧରେ ଋଣ ନେବାକୁ ବାଧ୍ୟ ହୁଅନ୍ତି । <box>346 1912 614 2219</box>
sudoku-cell[interactable] <box>1290 2056 1327 2096</box>
letter-1-sign: ପ୍ରଦୀପ୍ତ କୁମାର ସାମନ୍ତରାୟ, ସରାଙ୍ଗ, ଢେଙ୍କାନାଳ <box>1276 375 1494 387</box>
sudoku-prev-note: ଗତକାଲିର ପ୍ରକାଶିତ ସମାଧାନ <box>1338 2268 1457 2279</box>
sudoku-cell: 3 <box>1436 1820 1473 1860</box>
solution-cell: 1 <box>1355 2181 1371 2196</box>
feature-col1: ବିଶ୍ୱବ୍ୟାପୀ କୃଷି ପରିବେଶରେ ମଣିଷର ନିୟୋଜନ ହ୍ରାସ ପାଉଛି । ମାତ୍ର ଭାରତ ଭଳି ଦେଶରେ ଏବେ ବି ଅଧିକାଂଶ ଲୋକ କୃଷି ଉପରେ ନିର୍ଭରଶୀଳ । ଓଡ଼ିଶାର ପ୍ରାୟ ୬୦ ପ୍ରତିଶତ ଲୋକ ପ୍ରତ୍ୟକ୍ଷ ବା ପରୋକ୍ଷ ଭାବରେ କୃଷି ସହ ଜଡ଼ିତ । କିନ୍ତୁ କୃଷକମାନଙ୍କ ଅବସ୍ଥା ଦିନକୁ ଦିନ ଖରାପ ହେଉଛି । ଜାତୀୟ ଅପରାଧ ରେକର୍ଡ ବ୍ୟୁରୋର ତଥ୍ୟ ଅନୁସାରେ ଦେଶରେ ପ୍ରତିବର୍ଷ ହଜାର ହଜାର କୃଷକ ଆତ୍ମହତ୍ୟା କରୁଛନ୍ତି । ଋଣ ଭାର, ଫସଲ ହାନି ଓ ଉପଯୁକ୍ତ ମୂଲ୍ୟ ନ ମିଳିବା ଏହାର ମୁଖ୍ୟ କାରଣ । ଜଳସେଚନ ସୁବିଧାର ଅଭାବ ଯୋଗୁଁ ଚାଷୀମାନେ ବର୍ଷା ଉପରେ ନିର୍ଭର କରନ୍ତି । ମୌସୁମୀ ବର୍ଷା ଠିକ୍ ସମୟରେ ନ ହେଲେ ଫସଲ ନଷ୍ଟ ହୁଏ । ବନ୍ୟା ଓ ମରୁଡ଼ି ଭଳି ପ୍ରାକୃତିକ ବିପର୍ଯ୍ୟୟ ବାରମ୍ବାର ଚାଷୀଙ୍କୁ କ୍ଷତିଗ୍ରସ୍ତ କରେ । ବିହନ, ସାର ଓ କୀଟନାଶକର ମୂଲ୍ୟ ଲଗାତାର ବଢ଼ୁଛି । ଚାଷ ଖର୍ଚ୍ଚ ବଢ଼ିବା ସହିତ ଉତ୍ପାଦର ମୂଲ୍ୟ ସେହି ଅନୁପାତରେ ବଢ଼ୁନାହିଁ । ମଧ୍ୟସ୍ଥିମାନେ ଚାଷୀଙ୍କ ଠାରୁ କମ୍ ଦାମରେ ଫସଲ କିଣି ବଜାରରେ ଅଧିକ ଦାମରେ ବିକୁଛନ୍ତି । ଫଳରେ ଚାଷୀ ତା ପରିଶ୍ରମର ଉଚିତ ମୂଲ୍ୟ ପାଉନାହିଁ । ଛୋଟ ଓ ନାମମାତ୍ର ଚାଷୀମାନଙ୍କ ଅବସ୍ଥା ଅଧିକ ଶୋଚନୀୟ । ସେମାନେ ବ୍ୟାଙ୍କ ଋଣ ପାଇବାରେ ଅସୁବିଧା ଭୋଗନ୍ତି ଓ ମହାଜନଙ୍କ ଠାରୁ ଉଚ୍ଚ ସୁଧରେ ଋଣ ନେବାକୁ ବାଧ୍ୟ ହୁଅନ୍ତି । <box>6 1803 336 2054</box>
solution-cell: 1 <box>1403 2211 1419 2226</box>
ei-bharat-credit: –ସୁଧୀର କୁମାର ଦାସ, ଉଦ୍ଧାର: ଆରବିନ୍ଦ କୁମାର ସିଂ ଜଗତସିଂହପୁର <box>94 713 308 742</box>
sudoku-cell: 1 <box>1436 1899 1473 1938</box>
chirantani-box <box>4 4 309 156</box>
solution-cell: 5 <box>1419 2226 1435 2241</box>
solution-cell: 8 <box>1435 2241 1451 2256</box>
solution-cell: 2 <box>1355 2196 1371 2211</box>
solution-cell: 6 <box>1339 2211 1355 2226</box>
solution-cell: 8 <box>1387 2121 1403 2136</box>
sudoku-cell[interactable] <box>1508 1938 1545 1978</box>
solution-cell: 2 <box>1403 2121 1419 2136</box>
letter-3-body: ପ୍ରଥମଥର ପାଇଁ ବୟସ୍କ ବ୍ୟକ୍ତିମାନଙ୍କ ଲାଗି ରାଜ୍ୟ ସରକାର ଏକ ସ୍ୱାସ୍ଥ୍ୟ ବୀମା ଯୋଜନା ଘୋଷଣା କରିଛନ୍ତି । ଏହି ଯୋଜନାରେ ୬୦ ବର୍ଷରୁ ଊର୍ଦ୍ଧ୍ୱ ବ୍ୟକ୍ତିମାନେ ମାଗଣା ଚିକିତ୍ସା ସୁବିଧା ପାଇବେ । ଏହା ଏକ ଆଦର୍ଶ ଯୋଜନା । କିନ୍ତୁ ଯୋଜନାର ସଫଳ କାର୍ଯ୍ୟକାରିତା ପାଇଁ ସଚେତନତା ସୃଷ୍ଟି କରିବା ଦରକାର । <box>1180 666 1494 742</box>
sudoku-cell[interactable] <box>1436 1977 1473 2017</box>
solution-cell: 8 <box>1371 2226 1387 2241</box>
solution-cell: 8 <box>1451 2211 1467 2226</box>
sudoku-cell[interactable] <box>1436 2017 1473 2056</box>
sudoku-cell: 6 <box>1363 2017 1399 2056</box>
solution-cell: 4 <box>1339 2121 1355 2136</box>
masthead-quote: ଆଗକୁ ଚାଲ । ଆଗକୁ ଚାଲ । ସୁଡ଼ଙ୍ଗର ଶେଷରେ ରହିଛି ଆଲୋକ । ସଂଗ୍ରାମ ଶେଷରେ ଅଛି ବିଜୟ । <box>353 13 797 27</box>
sudoku-cell[interactable] <box>1217 1938 1254 1978</box>
solution-cell: 1 <box>1451 2226 1467 2241</box>
solution-cell: 1 <box>1467 2166 1483 2181</box>
sudoku-cell: 1 <box>1254 2056 1290 2096</box>
sudoku-cell[interactable] <box>1399 1859 1436 1899</box>
solution-cell: 9 <box>1467 2121 1483 2136</box>
sudoku-cell[interactable] <box>1326 1899 1363 1938</box>
sudoku-cell[interactable] <box>1326 1741 1363 1781</box>
sudoku-cell[interactable] <box>1217 1977 1254 2017</box>
chirantani-poem: ପାଣି କରଇ ବିଷ୍ଣୁ ପୁଜନ ବନେ ଅଜ୍ଞାନର ରାଜନୀତି-ବିଶାଳ ଶିକ୍ଷୁ ଘାଟ ଆବେ ଆପଣାର ସାଥୀ ମଣି ଯେଜ ନାନା ମତେ କୌତୁକ ସ୍ୱାମ-ମନ! <box>53 42 279 88</box>
solution-cell: 2 <box>1339 2166 1355 2181</box>
archive-item: • ପ୍ରଧାନମନ୍ତ୍ରୀ ଶ୍ରୀ ରାଜୀବ ଗାନ୍ଧୀଙ୍କ ଅଗ୍ରାଧିକାର ପ୍ରାପ୍ତ ଯୋଜନାର ସମୀକ୍ଷା । <box>1194 1602 1494 1633</box>
sudoku-cell[interactable] <box>1436 1938 1473 1978</box>
solution-cell: 4 <box>1467 2181 1483 2196</box>
letter-1-heading: ସରକାର ଦୂରଦୃଷ୍ଟି ଖଟାନ୍ତୁ <box>1231 54 1441 78</box>
zilla-diary-title: ଜିଲା ଡାଏରୀ <box>5 765 165 809</box>
sudoku-cell[interactable] <box>1508 1899 1545 1938</box>
sudoku-cell[interactable] <box>1472 1820 1508 1860</box>
solution-cell: 6 <box>1467 2226 1483 2241</box>
sudoku-cell: 5 <box>1399 2056 1436 2096</box>
solution-cell: 2 <box>1435 2226 1451 2241</box>
india-map-icon <box>250 201 286 231</box>
sudoku-cell[interactable] <box>1326 2056 1363 2096</box>
sudoku-logo: su do ku <box>1187 1691 1309 1716</box>
solution-cell: 7 <box>1355 2211 1371 2226</box>
sudoku-cell[interactable] <box>1363 1859 1399 1899</box>
solution-cell: 3 <box>1371 2136 1387 2151</box>
sudoku-cell[interactable] <box>1290 1741 1327 1781</box>
sudoku-cell[interactable] <box>1254 1977 1290 2017</box>
feature-contact: ମୋ–୯୪୩୭୦୨୦୦୬୬ <box>1069 2302 1166 2316</box>
sudoku-grid <box>1216 1740 1546 2092</box>
archive-banner-label: ପଚିଶ ବର୍ଷ <box>1223 1495 1295 1516</box>
solution-cell: 4 <box>1419 2136 1435 2151</box>
solution-cell: 6 <box>1355 2136 1371 2151</box>
sudoku-cell: 7 <box>1436 1741 1473 1781</box>
solution-cell: 7 <box>1451 2241 1467 2256</box>
sudoku-cell[interactable] <box>1217 1781 1254 1820</box>
solution-cell: 5 <box>1387 2166 1403 2181</box>
sudoku-cell[interactable] <box>1508 1859 1545 1899</box>
chirantani-author: –କାଳିନ୍ଦୀ ଚରଣ ପାଣିଗ୍ରାହୀ <box>75 127 248 147</box>
solution-cell: 3 <box>1355 2121 1371 2136</box>
ei-bharat-header <box>4 196 309 234</box>
sudoku-cell: 6 <box>1436 1781 1473 1820</box>
solution-cell: 5 <box>1451 2196 1467 2211</box>
archive-banner-paper: ତଳେ ଧରିତ୍ରୀ <box>1239 1519 1348 1543</box>
contact-email-1[interactable]: E-mail:dharitripress@gmail.com <box>1236 1343 1436 1356</box>
feature-col2-lower <box>346 1912 614 2318</box>
sudoku-cell[interactable] <box>1399 1820 1436 1860</box>
sudoku-cell[interactable] <box>1290 1977 1327 2017</box>
solution-cell: 1 <box>1435 2121 1451 2136</box>
sudoku-cell[interactable] <box>1399 1977 1436 2017</box>
solution-cell: 4 <box>1355 2241 1371 2256</box>
feature-col3: ମୁହାଁଇବା – ଏହା ଏକ ସମସ୍ୟା । ଜଳବାୟୁ ପରିବର୍ତ୍ତନ ଯୋଗୁଁ ବର୍ଷାର ଧାରା ବଦଳିଛି । ସମୟ ଅସମୟରେ ବର୍ଷା ଓ ଦୀର୍ଘ ଶୁଷ୍କ ପାଗ ଫସଲ ପାଇଁ କ୍ଷତିକାରକ । ଚାଷୀମାନେ ନୂଆ ପ୍ରଯୁକ୍ତି ବିଷୟରେ ସଚେତନ ନୁହଁନ୍ତି । କୃଷି ବିଭାଗର ପ୍ରସାରଣ ସେବା ଗାଁ ପର୍ଯ୍ୟନ୍ତ ପହଞ୍ଚୁନାହିଁ । ଫସଲ ବୀମା ଯୋଜନା ରହିଥିଲେ ମଧ୍ୟ କ୍ଷତିପୂରଣ ପାଇବାରେ ବହୁ ଜଟିଳତା ରହିଛି । ସରକାର ଘୋଷଣା କରୁଥିବା ସର୍ବନିମ୍ନ ସହାୟକ ମୂଲ୍ୟ ସବୁ ଚାଷୀଙ୍କ ପାଖରେ ପହଞ୍ଚୁନାହିଁ । ମଣ୍ଡିରେ ଧାନ ବିକିବା ପାଇଁ ଚାଷୀଙ୍କୁ ଦିନ ଦିନ ଧରି ଅପେକ୍ଷା କରିବାକୁ ପଡ଼ୁଛି । ଶସ୍ୟ ସଂରକ୍ଷଣ ପାଇଁ ଗୋଦାମ ସୁବିଧା ଅପର୍ଯ୍ୟାପ୍ତ । ଫଳରେ ଅମଳ ପରେ ବହୁ ଫସଲ ନଷ୍ଟ ହୁଏ । କୃଷକମାନଙ୍କୁ ସଂଗଠିତ କରି ସମବାୟ ମାଧ୍ୟମରେ ବଜାର ସହ ସିଧାସଳଖ ଯୋଡ଼ିବା ଦରକାର । ଜୈବିକ ଚାଷକୁ ପ୍ରୋତ୍ସାହନ ଦେଲେ ଚାଷ ଖର୍ଚ୍ଚ କମିବ ଓ ମାଟିର ସ୍ୱାସ୍ଥ୍ୟ ଭଲ ରହିବ । ଯୁବପିଢ଼ି କୃଷିରୁ ଦୂରେଇ ଯାଉଛନ୍ତି କାରଣ ଏଥିରେ ଲାଭ ନାହିଁ । କୃଷିକୁ ଲାଭଜନକ କରିବା ପାଇଁ ସରକାରଙ୍କୁ ଠୋସ୍ ପଦକ୍ଷେପ ନେବାକୁ ପଡ଼ିବ । ଅନ୍ନଦାତା ଚାଷୀ ଭଲରେ ରହିଲେ ହିଁ ଦେଶ ଭଲରେ ରହିବ । <box>894 1808 1168 2069</box>
contact-email-1-note: (Use only for letters to Editor, news & news photos) <box>1200 1356 1472 1382</box>
sudoku-cell[interactable] <box>1363 1781 1399 1820</box>
horizontal-scrollbar[interactable] <box>0 2319 1498 2334</box>
sudoku-cell[interactable] <box>1508 1781 1545 1820</box>
